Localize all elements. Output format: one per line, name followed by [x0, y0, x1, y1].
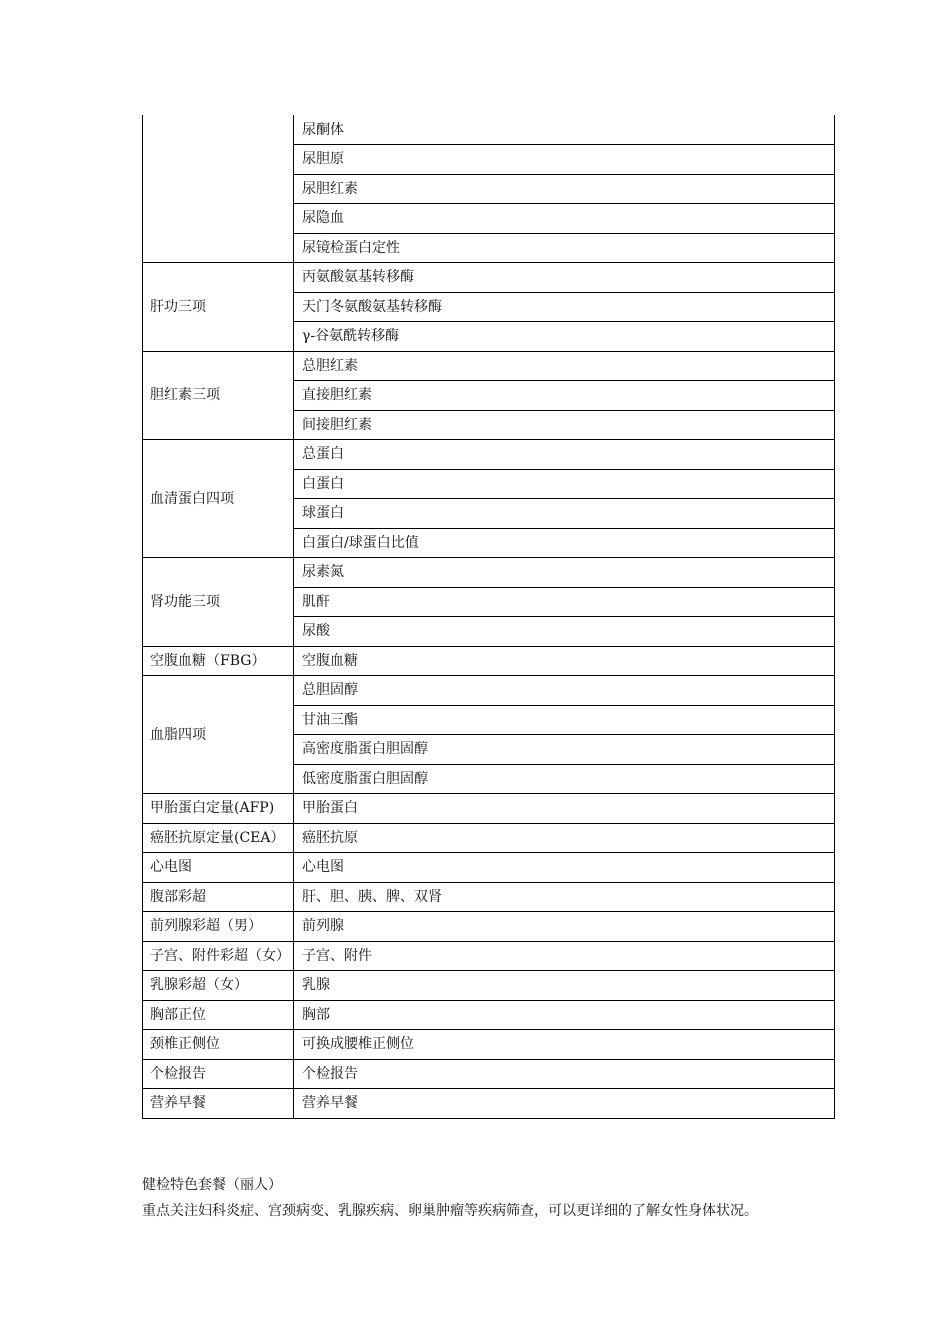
- table-row: [143, 882, 835, 912]
- item-cell: 肌酐: [294, 587, 835, 617]
- table-row: [143, 971, 835, 1001]
- item-cell: 甘油三酯: [294, 705, 835, 735]
- category-cell: 前列腺彩超（男）: [143, 912, 294, 942]
- table-row: [143, 351, 835, 381]
- table-row: [143, 263, 835, 293]
- item-cell: 尿胆原: [294, 145, 835, 175]
- package-title: 健检特色套餐（丽人）: [142, 1177, 282, 1193]
- table-row: [143, 1059, 835, 1089]
- item-cell: 低密度脂蛋白胆固醇: [294, 764, 835, 794]
- table-row: [143, 1089, 835, 1119]
- item-cell: 营养早餐: [294, 1089, 835, 1119]
- table-row: [143, 853, 835, 883]
- item-cell: 高密度脂蛋白胆固醇: [294, 735, 835, 765]
- category-cell: 血清蛋白四项: [143, 440, 294, 558]
- category-cell: 心电图: [143, 853, 294, 883]
- table-row: [143, 912, 835, 942]
- item-cell: 癌胚抗原: [294, 823, 835, 853]
- table-row: [143, 440, 835, 470]
- item-cell: 尿隐血: [294, 204, 835, 234]
- item-cell: 尿素氮: [294, 558, 835, 588]
- table-row: [143, 646, 835, 676]
- package-description: 重点关注妇科炎症、宫颈病变、乳腺疾病、卵巢肿瘤等疾病筛查，可以更详细的了解女性身体状况。: [142, 1203, 758, 1219]
- exam-items-table: [142, 115, 835, 1119]
- package-section: [142, 1174, 842, 1226]
- table-row: [143, 941, 835, 971]
- category-cell: 胸部正位: [143, 1000, 294, 1030]
- table-row: [143, 676, 835, 706]
- item-cell: 尿胆红素: [294, 174, 835, 204]
- item-cell: 尿酸: [294, 617, 835, 647]
- category-cell: 子宫、附件彩超（女）: [143, 941, 294, 971]
- category-cell: 营养早餐: [143, 1089, 294, 1119]
- item-cell: 总胆固醇: [294, 676, 835, 706]
- item-cell: 个检报告: [294, 1059, 835, 1089]
- item-cell: 天门冬氨酸氨基转移酶: [294, 292, 835, 322]
- category-cell: [143, 115, 294, 263]
- category-cell: 胆红素三项: [143, 351, 294, 440]
- item-cell: 总蛋白: [294, 440, 835, 470]
- category-cell: 空腹血糖（FBG）: [143, 646, 294, 676]
- item-cell: 前列腺: [294, 912, 835, 942]
- table-row: [143, 558, 835, 588]
- item-cell: 球蛋白: [294, 499, 835, 529]
- item-cell: γ-谷氨酰转移酶: [294, 322, 835, 352]
- item-cell: 尿镜检蛋白定性: [294, 233, 835, 263]
- table-row: [143, 1000, 835, 1030]
- table-row: [143, 1030, 835, 1060]
- item-cell: 肝、胆、胰、脾、双肾: [294, 882, 835, 912]
- item-cell: 空腹血糖: [294, 646, 835, 676]
- category-cell: 乳腺彩超（女）: [143, 971, 294, 1001]
- category-cell: 腹部彩超: [143, 882, 294, 912]
- category-cell: 颈椎正侧位: [143, 1030, 294, 1060]
- table-row: [143, 794, 835, 824]
- item-cell: 乳腺: [294, 971, 835, 1001]
- category-cell: 肝功三项: [143, 263, 294, 352]
- table-row: [143, 823, 835, 853]
- item-cell: 心电图: [294, 853, 835, 883]
- item-cell: 胸部: [294, 1000, 835, 1030]
- item-cell: 子宫、附件: [294, 941, 835, 971]
- item-cell: 可换成腰椎正侧位: [294, 1030, 835, 1060]
- item-cell: 直接胆红素: [294, 381, 835, 411]
- category-cell: 个检报告: [143, 1059, 294, 1089]
- item-cell: 总胆红素: [294, 351, 835, 381]
- item-cell: 甲胎蛋白: [294, 794, 835, 824]
- item-cell: 白蛋白: [294, 469, 835, 499]
- item-cell: 白蛋白/球蛋白比值: [294, 528, 835, 558]
- item-cell: 丙氨酸氨基转移酶: [294, 263, 835, 293]
- item-cell: 尿酮体: [294, 115, 835, 145]
- category-cell: 血脂四项: [143, 676, 294, 794]
- item-cell: 间接胆红素: [294, 410, 835, 440]
- exam-items-table-body: [143, 115, 835, 1118]
- category-cell: 癌胚抗原定量(CEA）: [143, 823, 294, 853]
- table-row: [143, 115, 835, 145]
- category-cell: 甲胎蛋白定量(AFP): [143, 794, 294, 824]
- category-cell: 肾功能三项: [143, 558, 294, 647]
